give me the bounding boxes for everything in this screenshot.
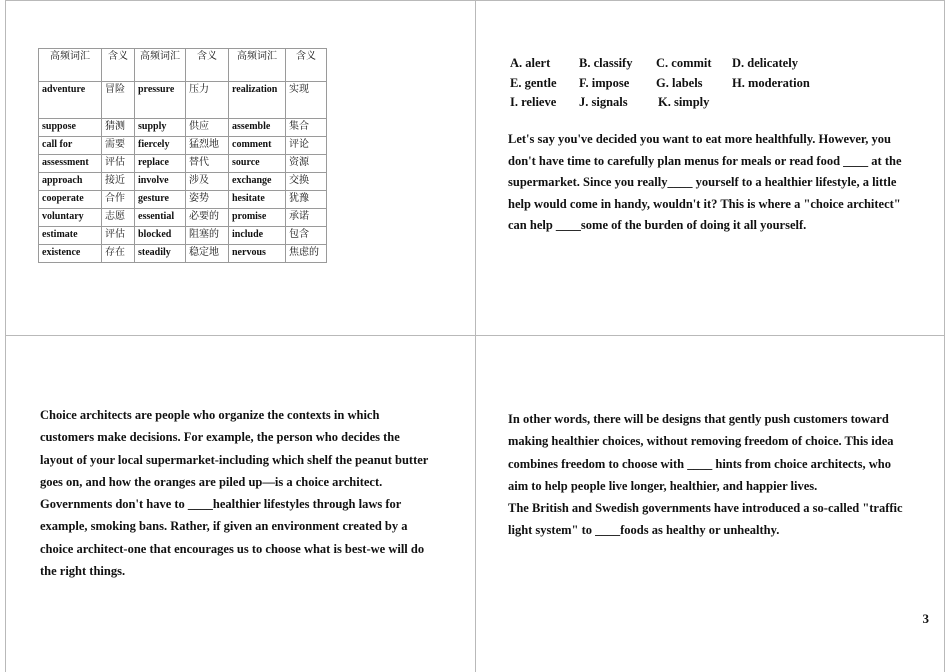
table-cell-meaning: 包含 (286, 227, 327, 245)
table-header-cell: 含义 (286, 49, 327, 82)
option-item: B. classify (579, 56, 633, 70)
table-header-cell: 含义 (186, 49, 229, 82)
table-header-cell: 含义 (102, 49, 135, 82)
table-cell-meaning: 评估 (102, 227, 135, 245)
table-cell-meaning: 志愿 (102, 209, 135, 227)
options-row (510, 74, 810, 94)
table-cell-word: cooperate (39, 191, 102, 209)
table-cell-meaning: 资源 (286, 155, 327, 173)
panel-border-right (944, 0, 945, 672)
table-cell-word: assemble (229, 119, 286, 137)
table-cell-meaning: 评估 (102, 155, 135, 173)
table-cell-word: promise (229, 209, 286, 227)
panel-divider-vertical (475, 0, 476, 672)
table-cell-meaning: 供应 (186, 119, 229, 137)
table-cell-meaning: 交换 (286, 173, 327, 191)
table-cell-word: suppose (39, 119, 102, 137)
passage-paragraph-intro: Let's say you've decided you want to eat more healthfully. However, you don't have time to carefully plan menus for meals or read food ____ at the supermarket. Since you really____ yourself to a healthier lifestyle, a little help would come in handy, wouldn't it? This is where a "choice architect" can help ____some of the burden of doing it all yourself. (508, 132, 902, 232)
table-row (39, 173, 327, 191)
table-cell-meaning: 承诺 (286, 209, 327, 227)
table-row (39, 82, 327, 119)
table-cell-word: voluntary (39, 209, 102, 227)
table-row (39, 155, 327, 173)
table-cell-word: comment (229, 137, 286, 155)
option-item: I. relieve (510, 95, 557, 109)
option-item: C. commit (656, 56, 712, 70)
option-item: A. alert (510, 56, 551, 70)
table-cell-meaning: 冒险 (102, 82, 135, 119)
table-cell-word: assessment (39, 155, 102, 173)
passage-paragraph-choice-architects: Choice architects are people who organize the contexts in which customers make decisions. For example, the person who decides the layout of your local supermarket-including which shelf the peanut butter goes on, and how the oranges are piled up—is a choice architect. Governments don't have to ____healthier lifestyles through laws for example, smoking bans. Rather, if given an environment created by a choice architect-one that encourages us to choose what is best-we will do the right things. (40, 408, 429, 579)
table-cell-meaning: 合作 (102, 191, 135, 209)
option-item: K. simply (658, 95, 710, 109)
table-cell-word: blocked (135, 227, 186, 245)
table-cell-meaning: 评论 (286, 137, 327, 155)
table-cell-meaning: 犹豫 (286, 191, 327, 209)
table-row (39, 137, 327, 155)
table-row (39, 245, 327, 263)
table-cell-meaning: 集合 (286, 119, 327, 137)
table-cell-word: adventure (39, 82, 102, 119)
option-item: F. impose (579, 75, 630, 90)
table-cell-word: source (229, 155, 286, 173)
passage-paragraph-other-words (508, 408, 908, 542)
table-cell-word: supply (135, 119, 186, 137)
table-cell-word: involve (135, 173, 186, 191)
vocabulary-table (38, 48, 327, 263)
table-cell-word: gesture (135, 191, 186, 209)
table-row (39, 191, 327, 209)
table-cell-meaning: 接近 (102, 173, 135, 191)
table-row (39, 119, 327, 137)
passage-text: The British and Swedish governments have introduced a so-called "traffic light system" to ____foods as healthy or unhealthy. (508, 501, 903, 538)
answer-options (510, 54, 810, 113)
table-header-cell: 高频词汇 (135, 49, 186, 82)
table-header-row (39, 49, 327, 82)
table-cell-word: replace (135, 155, 186, 173)
table-cell-word: approach (39, 173, 102, 191)
table-cell-word: hesitate (229, 191, 286, 209)
table-cell-word: realization (229, 82, 286, 119)
table-cell-word: existence (39, 245, 102, 263)
table-cell-word: essential (135, 209, 186, 227)
table-cell-word: exchange (229, 173, 286, 191)
table-cell-word: call for (39, 137, 102, 155)
table-cell-word: fiercely (135, 137, 186, 155)
table-cell-meaning: 稳定地 (186, 245, 229, 263)
table-cell-meaning: 需要 (102, 137, 135, 155)
panel-border-left (5, 0, 6, 672)
table-cell-meaning: 必要的 (186, 209, 229, 227)
table-cell-meaning: 替代 (186, 155, 229, 173)
table-cell-word: estimate (39, 227, 102, 245)
option-item: G. labels (656, 75, 703, 90)
table-cell-word: nervous (229, 245, 286, 263)
table-row (39, 227, 327, 245)
table-cell-meaning: 姿势 (186, 191, 229, 209)
table-cell-word: steadily (135, 245, 186, 263)
option-item: E. gentle (510, 75, 557, 90)
table-cell-meaning: 阻塞的 (186, 227, 229, 245)
table-header-cell: 高频词汇 (39, 49, 102, 82)
option-item: D. delicately (732, 56, 798, 70)
page-number: 3 (922, 611, 929, 626)
table-cell-meaning: 实现 (286, 82, 327, 119)
table-cell-meaning: 涉及 (186, 173, 229, 191)
options-row (510, 54, 810, 74)
table-cell-meaning: 猛烈地 (186, 137, 229, 155)
table-cell-meaning: 存在 (102, 245, 135, 263)
table-cell-word: pressure (135, 82, 186, 119)
table-cell-word: include (229, 227, 286, 245)
passage-text: In other words, there will be designs that gently push customers toward making healthier choices, without removing freedom of choice. This idea combines freedom to choose with ____ hints from choice architects, who aim to help people live longer, healthier, and happier lives. (508, 412, 894, 493)
table-header-cell: 高频词汇 (229, 49, 286, 82)
panel-border-top (5, 0, 945, 1)
option-item: J. signals (579, 95, 628, 109)
option-item: H. moderation (732, 75, 810, 90)
panel-divider-horizontal (5, 335, 945, 336)
table-cell-meaning: 猜测 (102, 119, 135, 137)
table-row (39, 209, 327, 227)
table-cell-meaning: 压力 (186, 82, 229, 119)
options-row (510, 93, 810, 113)
table-cell-meaning: 焦虑的 (286, 245, 327, 263)
